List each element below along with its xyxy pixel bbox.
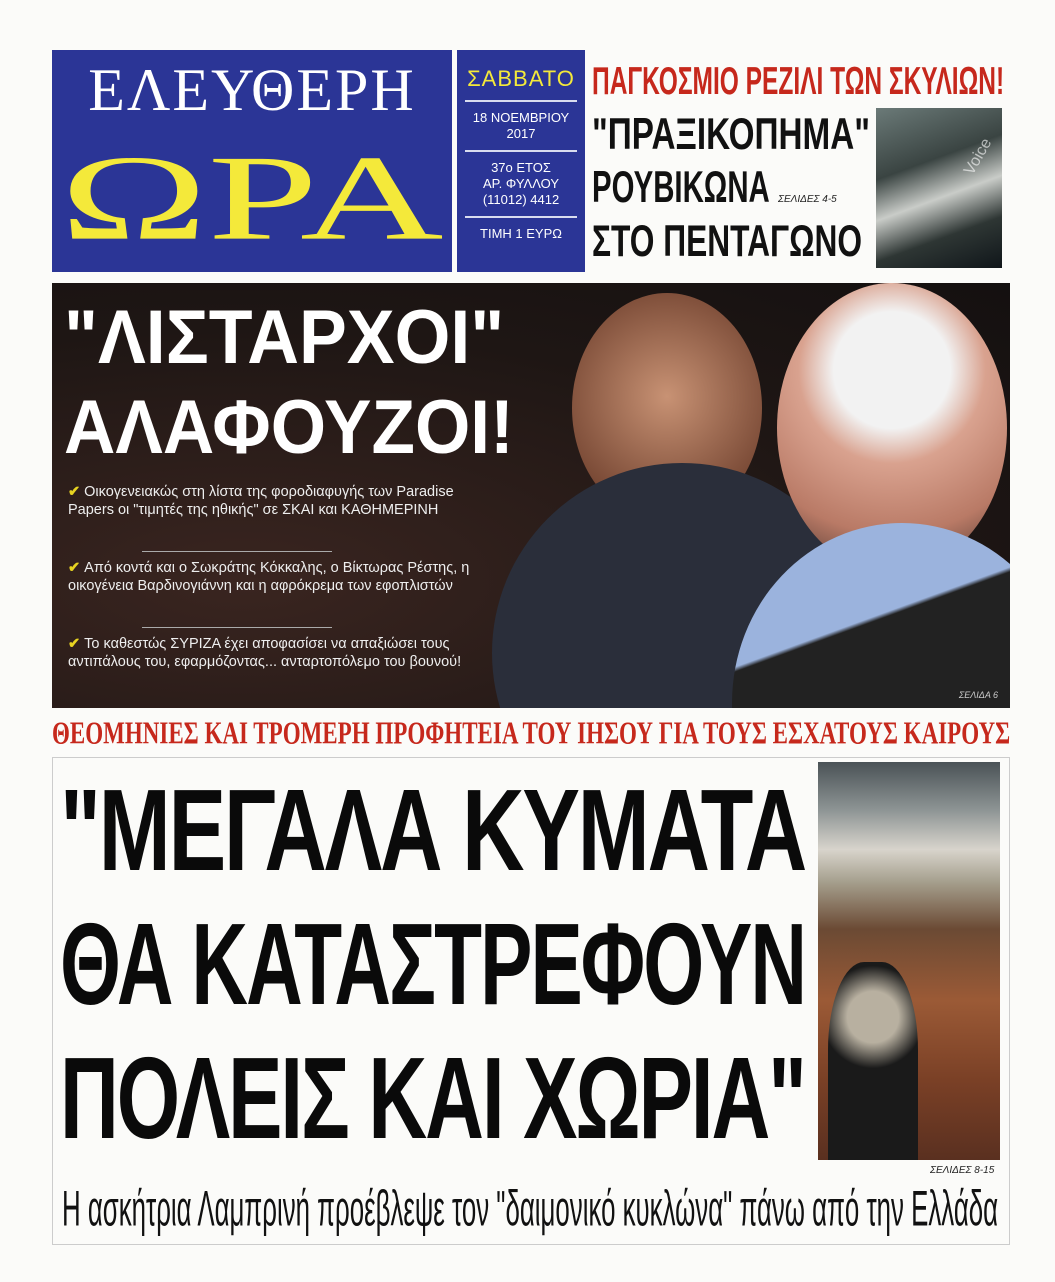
lead-bullet (68, 635, 488, 671)
lead-story[interactable] (52, 283, 1010, 708)
kicker-text: ΠΑΓΚΟΣΜΙΟ ΡΕΖΙΛΙ ΤΩΝ ΣΚΥΛΙΩΝ! (592, 60, 1005, 104)
top-story-pages: ΣΕΛΙΔΕΣ 4-5 (778, 194, 837, 205)
check-icon: ✔ (68, 560, 81, 576)
headline-text: "ΜΕΓΑΛΑ ΚΥΜΑΤΑ (60, 765, 806, 896)
issue-day: ΣΑΒΒΑΤΟ (467, 66, 575, 91)
issue-number-label: ΑΡ. ΦΥΛΛΟΥ (482, 176, 560, 191)
main-story-photo[interactable] (818, 762, 1000, 1160)
masthead-logo (60, 128, 444, 268)
issue-number: (11012) 4412 (482, 192, 560, 207)
main-story-subtitle (62, 1182, 998, 1238)
divider (465, 100, 577, 102)
check-icon: ✔ (68, 484, 81, 500)
divider (465, 150, 577, 152)
issue-date: 18 ΝΟΕΜΒΡΙΟΥ 2017 (472, 110, 570, 141)
top-story-line[interactable] (592, 161, 770, 213)
masthead-title: ΕΛΕΥΘΕΡΗ (88, 57, 416, 123)
headline-text: ΘΑ ΚΑΤΑΣΤΡΕΦΟΥΝ (60, 899, 806, 1030)
divider (465, 216, 577, 218)
check-icon: ✔ (68, 636, 81, 652)
logo-text: ΩΡΑ (60, 130, 444, 265)
divider (142, 551, 332, 552)
lead-bullet (68, 483, 488, 519)
top-story-line[interactable] (592, 215, 862, 267)
bullet-text: Οικογενειακώς στη λίστα της φοροδιαφυγής των Paradise Papers οι "τιμητές της ηθικής" σε ΣΚΑΙ και ΚΑΘΗΜΕΡΙΝΗ (68, 484, 454, 518)
lead-story-pages: ΣΕΛΙΔΑ 6 (958, 690, 998, 700)
divider (142, 627, 332, 628)
bullet-text: Από κοντά και ο Σωκράτης Κόκκαλης, ο Βίκτωρας Ρέστης, η οικογένεια Βαρδινογιάννη και η αφρόκρεμα των εφοπλιστών (68, 560, 470, 594)
headline-text: "ΠΡΑΞΙΚΟΠΗΜΑ" (592, 108, 871, 160)
masthead (52, 50, 452, 272)
subtitle-text: Η ασκήτρια Λαμπρινή προέβλεψε τον "δαιμονικό κυκλώνα" πάνω από την Ελλάδα (62, 1182, 999, 1237)
main-headline-line (60, 1032, 805, 1165)
issue-info (457, 50, 585, 272)
lead-headline-line (64, 383, 514, 471)
headline-text: "ΛΙΣΤΑΡΧΟΙ" (64, 293, 505, 380)
main-story-pages: ΣΕΛΙΔΕΣ 8-15 (930, 1165, 995, 1176)
headline-text: ΠΟΛΕΙΣ ΚΑΙ ΧΩΡΙΑ" (60, 1033, 805, 1164)
lead-headline-line (64, 293, 504, 381)
headline-text: ΑΛΑΦΟΥΖΟΙ! (64, 383, 514, 470)
photo-figure-woman (828, 962, 918, 1160)
headline-text: ΡΟΥΒΙΚΩΝΑ (592, 161, 770, 213)
lead-bullet (68, 559, 488, 595)
main-headline-line (60, 898, 805, 1031)
issue-price: ΤΙΜΗ 1 ΕΥΡΩ (480, 226, 562, 241)
top-story-kicker[interactable] (592, 60, 1004, 104)
photo-watermark: Voice (960, 135, 996, 178)
top-story-line[interactable] (592, 108, 870, 160)
kicker-text: ΘΕΟΜΗΝΙΕΣ ΚΑΙ ΤΡΟΜΕΡΗ ΠΡΟΦΗΤΕΙΑ ΤΟΥ ΙΗΣΟΥ ΓΙΑ ΤΟΥΣ ΕΣΧΑΤΟΥΣ ΚΑΙΡΟΥΣ (52, 716, 1011, 751)
main-headline-line (60, 764, 805, 897)
headline-text: ΣΤΟ ΠΕΝΤΑΓΩΝΟ (592, 215, 863, 267)
issue-year: 37ο ΕΤΟΣ (491, 160, 551, 175)
main-story-kicker[interactable] (52, 716, 1010, 752)
top-story-photo[interactable] (876, 108, 1002, 268)
bullet-text: Το καθεστώς ΣΥΡΙΖΑ έχει αποφασίσει να απαξιώσει τους αντιπάλους του, εφαρμόζοντας... ανταρτοπόλεμο του βουνού! (68, 636, 462, 670)
